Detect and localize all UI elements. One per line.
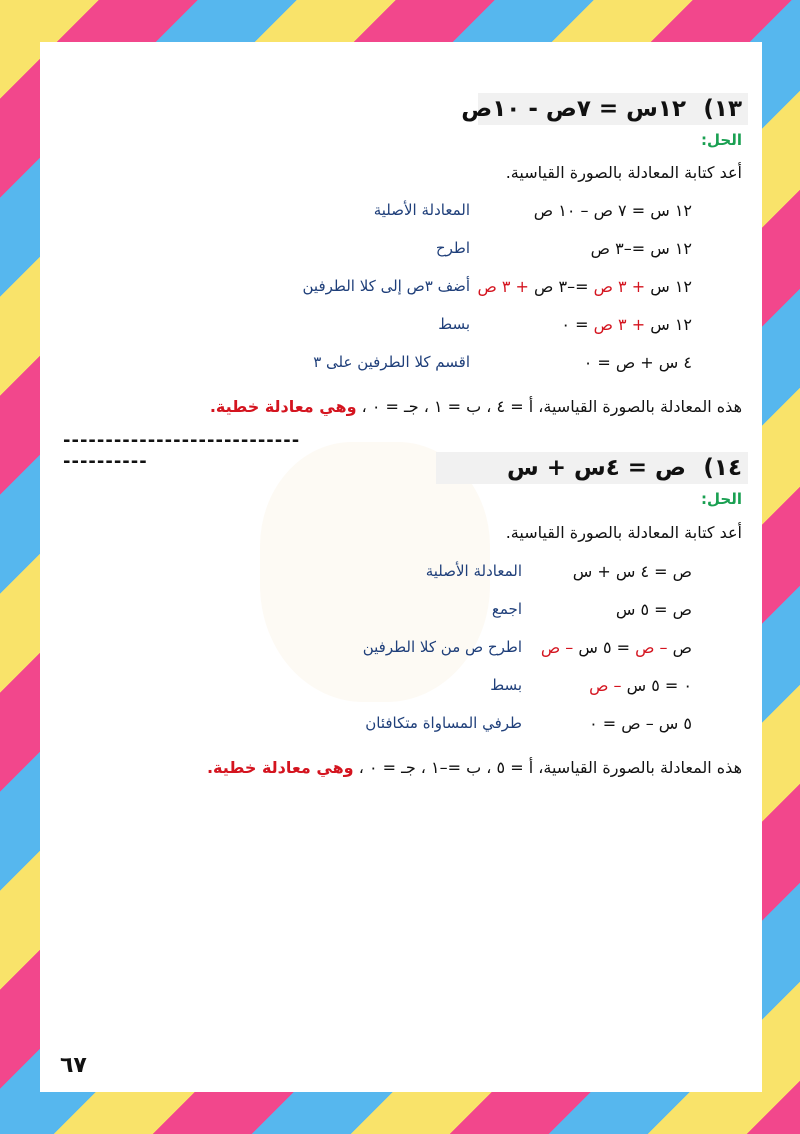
problem-13-intro: أعد كتابة المعادلة بالصورة القياسية. <box>505 163 742 182</box>
problem13-step-4-eq-part-2: + ٣ ص <box>593 315 646 334</box>
problem-14-summary-highlight: وهي معادلة خطية. <box>206 758 354 777</box>
problem13-step-4-eq-part-1: ١٢ س <box>645 315 692 334</box>
problem14-step-4-eq-part-2: – ص <box>589 676 622 695</box>
problem13-step-5-eq-part-1: ٤ س + ص = ٠ <box>583 353 692 372</box>
problem-13-summary-highlight: وهي معادلة خطية. <box>209 397 357 416</box>
problem14-step-2-eq-part-1: ص = ٥ س <box>615 600 692 619</box>
problem14-step-4-equation <box>589 676 692 695</box>
problem14-step-3-eq-part-2: – ص <box>635 638 668 657</box>
problem14-step-2-equation <box>616 600 692 619</box>
problem14-step-3-eq-part-3: = ٥ س <box>573 638 636 657</box>
section-divider: -------------------------------------- <box>63 430 301 472</box>
problem14-step-4-eq-part-1: ٠ = ٥ س <box>621 676 692 695</box>
problem14-step-4-label: بسط <box>490 676 522 694</box>
problem13-step-2-equation <box>591 239 692 258</box>
problem13-step-4-eq-part-3: = ٠ <box>561 315 594 334</box>
problem-13-number: ١٣) <box>703 96 742 122</box>
problem-14-header <box>436 452 748 484</box>
problem14-step-1-label: المعادلة الأصلية <box>425 562 522 580</box>
problem14-step-3-eq-part-1: ص <box>667 638 692 657</box>
textbook-page <box>40 42 762 1092</box>
problem13-step-5-label: اقسم كلا الطرفين على ٣ <box>313 353 470 371</box>
problem13-step-4-label: بسط <box>438 315 470 333</box>
problem13-step-5-equation <box>584 353 692 372</box>
problem13-step-2-label: اطرح <box>435 239 470 257</box>
problem13-step-3-eq-part-1: ١٢ س <box>645 277 692 296</box>
problem13-step-1-eq-part-1: ١٢ س = ٧ ص – ١٠ ص <box>533 201 692 220</box>
problem-14-summary <box>207 758 742 777</box>
problem-13-header <box>461 93 748 125</box>
problem-14-solution-label: الحل: <box>701 490 742 508</box>
problem14-step-5-label: طرفي المساواة متكافئان <box>365 714 522 732</box>
problem13-step-3-eq-part-3: =–٣ ص <box>528 277 594 296</box>
problem13-step-4-equation <box>561 315 692 334</box>
problem-13-summary-text: هذه المعادلة بالصورة القياسية، أ = ٤ ، ب = ١ ، جـ = ٠ ، <box>356 397 742 416</box>
problem13-step-2-eq-part-1: ١٢ س =–٣ ص <box>590 239 692 258</box>
problem13-step-3-label: أضف ٣ص إلى كلا الطرفين <box>302 277 470 295</box>
problem-13-equation: ١٢س = ٧ص - ١٠ص <box>461 96 686 122</box>
page-number: ٦٧ <box>60 1053 87 1078</box>
problem14-step-2-label: اجمع <box>491 600 522 618</box>
problem14-step-5-eq-part-1: ٥ س – ص = ٠ <box>589 714 692 733</box>
problem14-step-3-label: اطرح ص من كلا الطرفين <box>362 638 522 656</box>
problem-14-equation: ص = ٤س + س <box>506 455 686 481</box>
problem-14-summary-text: هذه المعادلة بالصورة القياسية، أ = ٥ ، ب =–١ ، جـ = ٠ ، <box>353 758 742 777</box>
problem-14-intro: أعد كتابة المعادلة بالصورة القياسية. <box>505 523 742 542</box>
problem13-step-1-label: المعادلة الأصلية <box>373 201 470 219</box>
problem-13-summary <box>210 397 742 416</box>
problem14-step-1-equation <box>573 562 692 581</box>
problem13-step-3-equation <box>477 277 692 296</box>
problem13-step-3-eq-part-2: + ٣ ص <box>593 277 646 296</box>
problem14-step-3-eq-part-4: – ص <box>540 638 574 657</box>
problem14-step-1-eq-part-1: ص = ٤ س + س <box>572 562 692 581</box>
problem14-step-5-equation <box>589 714 692 733</box>
problem-14-number: ١٤) <box>703 455 742 481</box>
problem13-step-1-equation <box>534 201 692 220</box>
problem14-step-3-equation <box>541 638 692 657</box>
problem-13-solution-label: الحل: <box>701 131 742 149</box>
problem13-step-3-eq-part-4: + ٣ ص <box>477 277 529 296</box>
